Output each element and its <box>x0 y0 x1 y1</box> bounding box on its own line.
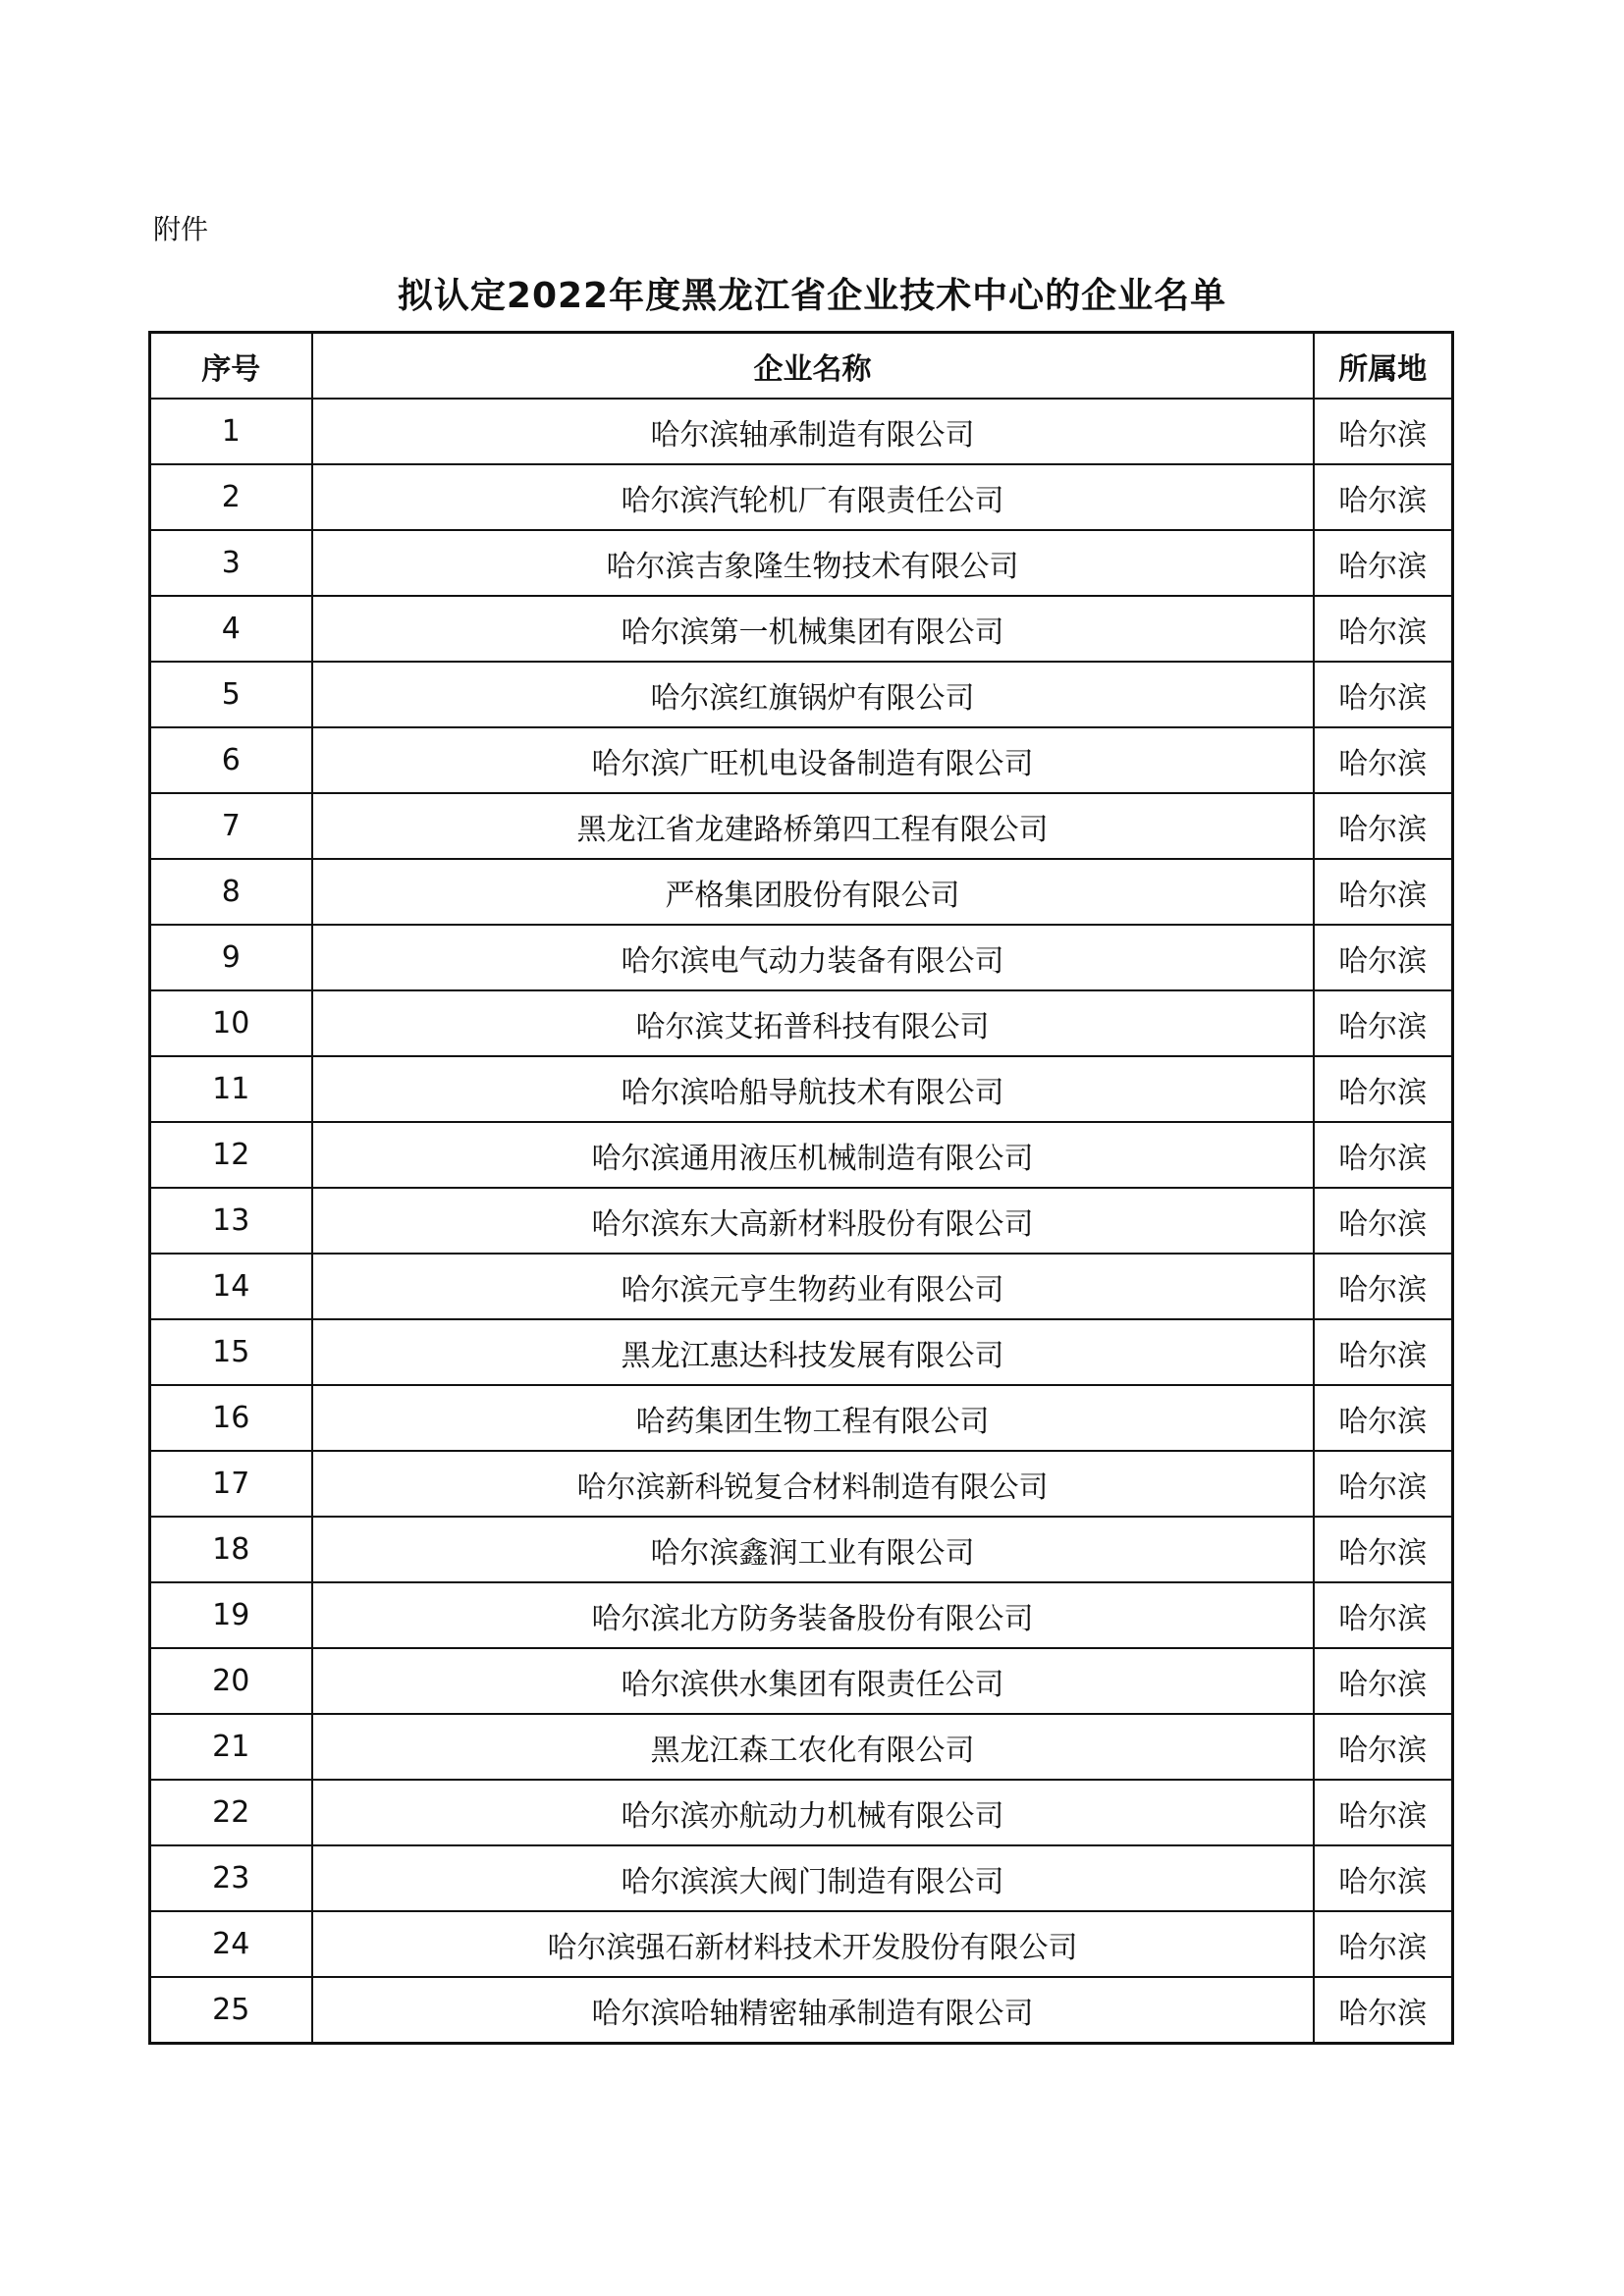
cell-number: 24 <box>150 1911 312 1977</box>
cell-location: 哈尔滨 <box>1314 859 1453 925</box>
cell-enterprise-name: 哈尔滨滨大阀门制造有限公司 <box>312 1845 1314 1911</box>
table-row <box>150 464 1453 530</box>
cell-number: 5 <box>150 662 312 727</box>
cell-location: 哈尔滨 <box>1314 1254 1453 1319</box>
cell-number: 9 <box>150 925 312 990</box>
cell-enterprise-name: 黑龙江惠达科技发展有限公司 <box>312 1319 1314 1385</box>
cell-location: 哈尔滨 <box>1314 1319 1453 1385</box>
cell-enterprise-name: 哈尔滨元亨生物药业有限公司 <box>312 1254 1314 1319</box>
cell-enterprise-name: 哈尔滨哈轴精密轴承制造有限公司 <box>312 1977 1314 2044</box>
cell-number: 16 <box>150 1385 312 1451</box>
table-row <box>150 1319 1453 1385</box>
cell-location: 哈尔滨 <box>1314 464 1453 530</box>
cell-enterprise-name: 严格集团股份有限公司 <box>312 859 1314 925</box>
cell-location: 哈尔滨 <box>1314 793 1453 859</box>
cell-number: 13 <box>150 1188 312 1254</box>
cell-location: 哈尔滨 <box>1314 1977 1453 2044</box>
table-row <box>150 1845 1453 1911</box>
cell-enterprise-name: 哈尔滨通用液压机械制造有限公司 <box>312 1122 1314 1188</box>
cell-enterprise-name: 哈尔滨红旗锅炉有限公司 <box>312 662 1314 727</box>
cell-number: 10 <box>150 990 312 1056</box>
table-row <box>150 925 1453 990</box>
cell-enterprise-name: 黑龙江森工农化有限公司 <box>312 1714 1314 1780</box>
cell-location: 哈尔滨 <box>1314 399 1453 464</box>
cell-number: 4 <box>150 596 312 662</box>
cell-enterprise-name: 哈尔滨吉象隆生物技术有限公司 <box>312 530 1314 596</box>
cell-number: 14 <box>150 1254 312 1319</box>
table-row <box>150 399 1453 464</box>
cell-enterprise-name: 哈尔滨电气动力装备有限公司 <box>312 925 1314 990</box>
table-row <box>150 1122 1453 1188</box>
cell-number: 11 <box>150 1056 312 1122</box>
table-row <box>150 1648 1453 1714</box>
cell-enterprise-name: 哈尔滨强石新材料技术开发股份有限公司 <box>312 1911 1314 1977</box>
cell-number: 19 <box>150 1582 312 1648</box>
cell-number: 25 <box>150 1977 312 2044</box>
cell-location: 哈尔滨 <box>1314 1845 1453 1911</box>
cell-enterprise-name: 哈尔滨北方防务装备股份有限公司 <box>312 1582 1314 1648</box>
cell-enterprise-name: 哈尔滨供水集团有限责任公司 <box>312 1648 1314 1714</box>
column-header-number: 序号 <box>150 333 312 400</box>
cell-location: 哈尔滨 <box>1314 1122 1453 1188</box>
cell-number: 1 <box>150 399 312 464</box>
cell-enterprise-name: 黑龙江省龙建路桥第四工程有限公司 <box>312 793 1314 859</box>
cell-location: 哈尔滨 <box>1314 1517 1453 1582</box>
cell-number: 3 <box>150 530 312 596</box>
column-header-enterprise-name: 企业名称 <box>312 333 1314 400</box>
cell-enterprise-name: 哈尔滨第一机械集团有限公司 <box>312 596 1314 662</box>
cell-number: 17 <box>150 1451 312 1517</box>
cell-location: 哈尔滨 <box>1314 727 1453 793</box>
cell-enterprise-name: 哈尔滨鑫润工业有限公司 <box>312 1517 1314 1582</box>
table-row <box>150 1451 1453 1517</box>
table-row <box>150 596 1453 662</box>
table-row <box>150 662 1453 727</box>
cell-number: 22 <box>150 1780 312 1845</box>
table-row <box>150 990 1453 1056</box>
cell-number: 6 <box>150 727 312 793</box>
table-row <box>150 859 1453 925</box>
table-row <box>150 530 1453 596</box>
cell-location: 哈尔滨 <box>1314 925 1453 990</box>
document-title: 拟认定2022年度黑龙江省企业技术中心的企业名单 <box>397 276 1227 316</box>
table-row <box>150 727 1453 793</box>
cell-enterprise-name: 哈尔滨新科锐复合材料制造有限公司 <box>312 1451 1314 1517</box>
cell-number: 20 <box>150 1648 312 1714</box>
cell-number: 15 <box>150 1319 312 1385</box>
table-row <box>150 793 1453 859</box>
table-row <box>150 1780 1453 1845</box>
cell-enterprise-name: 哈尔滨广旺机电设备制造有限公司 <box>312 727 1314 793</box>
cell-enterprise-name: 哈药集团生物工程有限公司 <box>312 1385 1314 1451</box>
cell-location: 哈尔滨 <box>1314 990 1453 1056</box>
cell-enterprise-name: 哈尔滨哈船导航技术有限公司 <box>312 1056 1314 1122</box>
cell-location: 哈尔滨 <box>1314 1714 1453 1780</box>
table-row <box>150 1714 1453 1780</box>
table-row <box>150 1977 1453 2044</box>
cell-number: 18 <box>150 1517 312 1582</box>
cell-number: 8 <box>150 859 312 925</box>
table-body <box>150 399 1453 2044</box>
table-row <box>150 1056 1453 1122</box>
table-row <box>150 1582 1453 1648</box>
cell-number: 23 <box>150 1845 312 1911</box>
cell-enterprise-name: 哈尔滨东大高新材料股份有限公司 <box>312 1188 1314 1254</box>
cell-location: 哈尔滨 <box>1314 1780 1453 1845</box>
enterprise-table <box>148 331 1454 2045</box>
cell-number: 21 <box>150 1714 312 1780</box>
cell-number: 2 <box>150 464 312 530</box>
cell-number: 7 <box>150 793 312 859</box>
cell-location: 哈尔滨 <box>1314 1385 1453 1451</box>
cell-location: 哈尔滨 <box>1314 1582 1453 1648</box>
table-row <box>150 1385 1453 1451</box>
cell-location: 哈尔滨 <box>1314 1648 1453 1714</box>
cell-location: 哈尔滨 <box>1314 530 1453 596</box>
column-header-location: 所属地 <box>1314 333 1453 400</box>
cell-location: 哈尔滨 <box>1314 596 1453 662</box>
cell-location: 哈尔滨 <box>1314 662 1453 727</box>
cell-location: 哈尔滨 <box>1314 1188 1453 1254</box>
cell-location: 哈尔滨 <box>1314 1056 1453 1122</box>
table-row <box>150 1517 1453 1582</box>
cell-enterprise-name: 哈尔滨汽轮机厂有限责任公司 <box>312 464 1314 530</box>
table-row <box>150 1188 1453 1254</box>
cell-enterprise-name: 哈尔滨轴承制造有限公司 <box>312 399 1314 464</box>
cell-location: 哈尔滨 <box>1314 1911 1453 1977</box>
cell-enterprise-name: 哈尔滨艾拓普科技有限公司 <box>312 990 1314 1056</box>
cell-number: 12 <box>150 1122 312 1188</box>
table-row <box>150 1911 1453 1977</box>
cell-location: 哈尔滨 <box>1314 1451 1453 1517</box>
cell-enterprise-name: 哈尔滨亦航动力机械有限公司 <box>312 1780 1314 1845</box>
table-row <box>150 1254 1453 1319</box>
attachment-label: 附件 <box>153 213 209 245</box>
table-header-row <box>150 333 1453 400</box>
